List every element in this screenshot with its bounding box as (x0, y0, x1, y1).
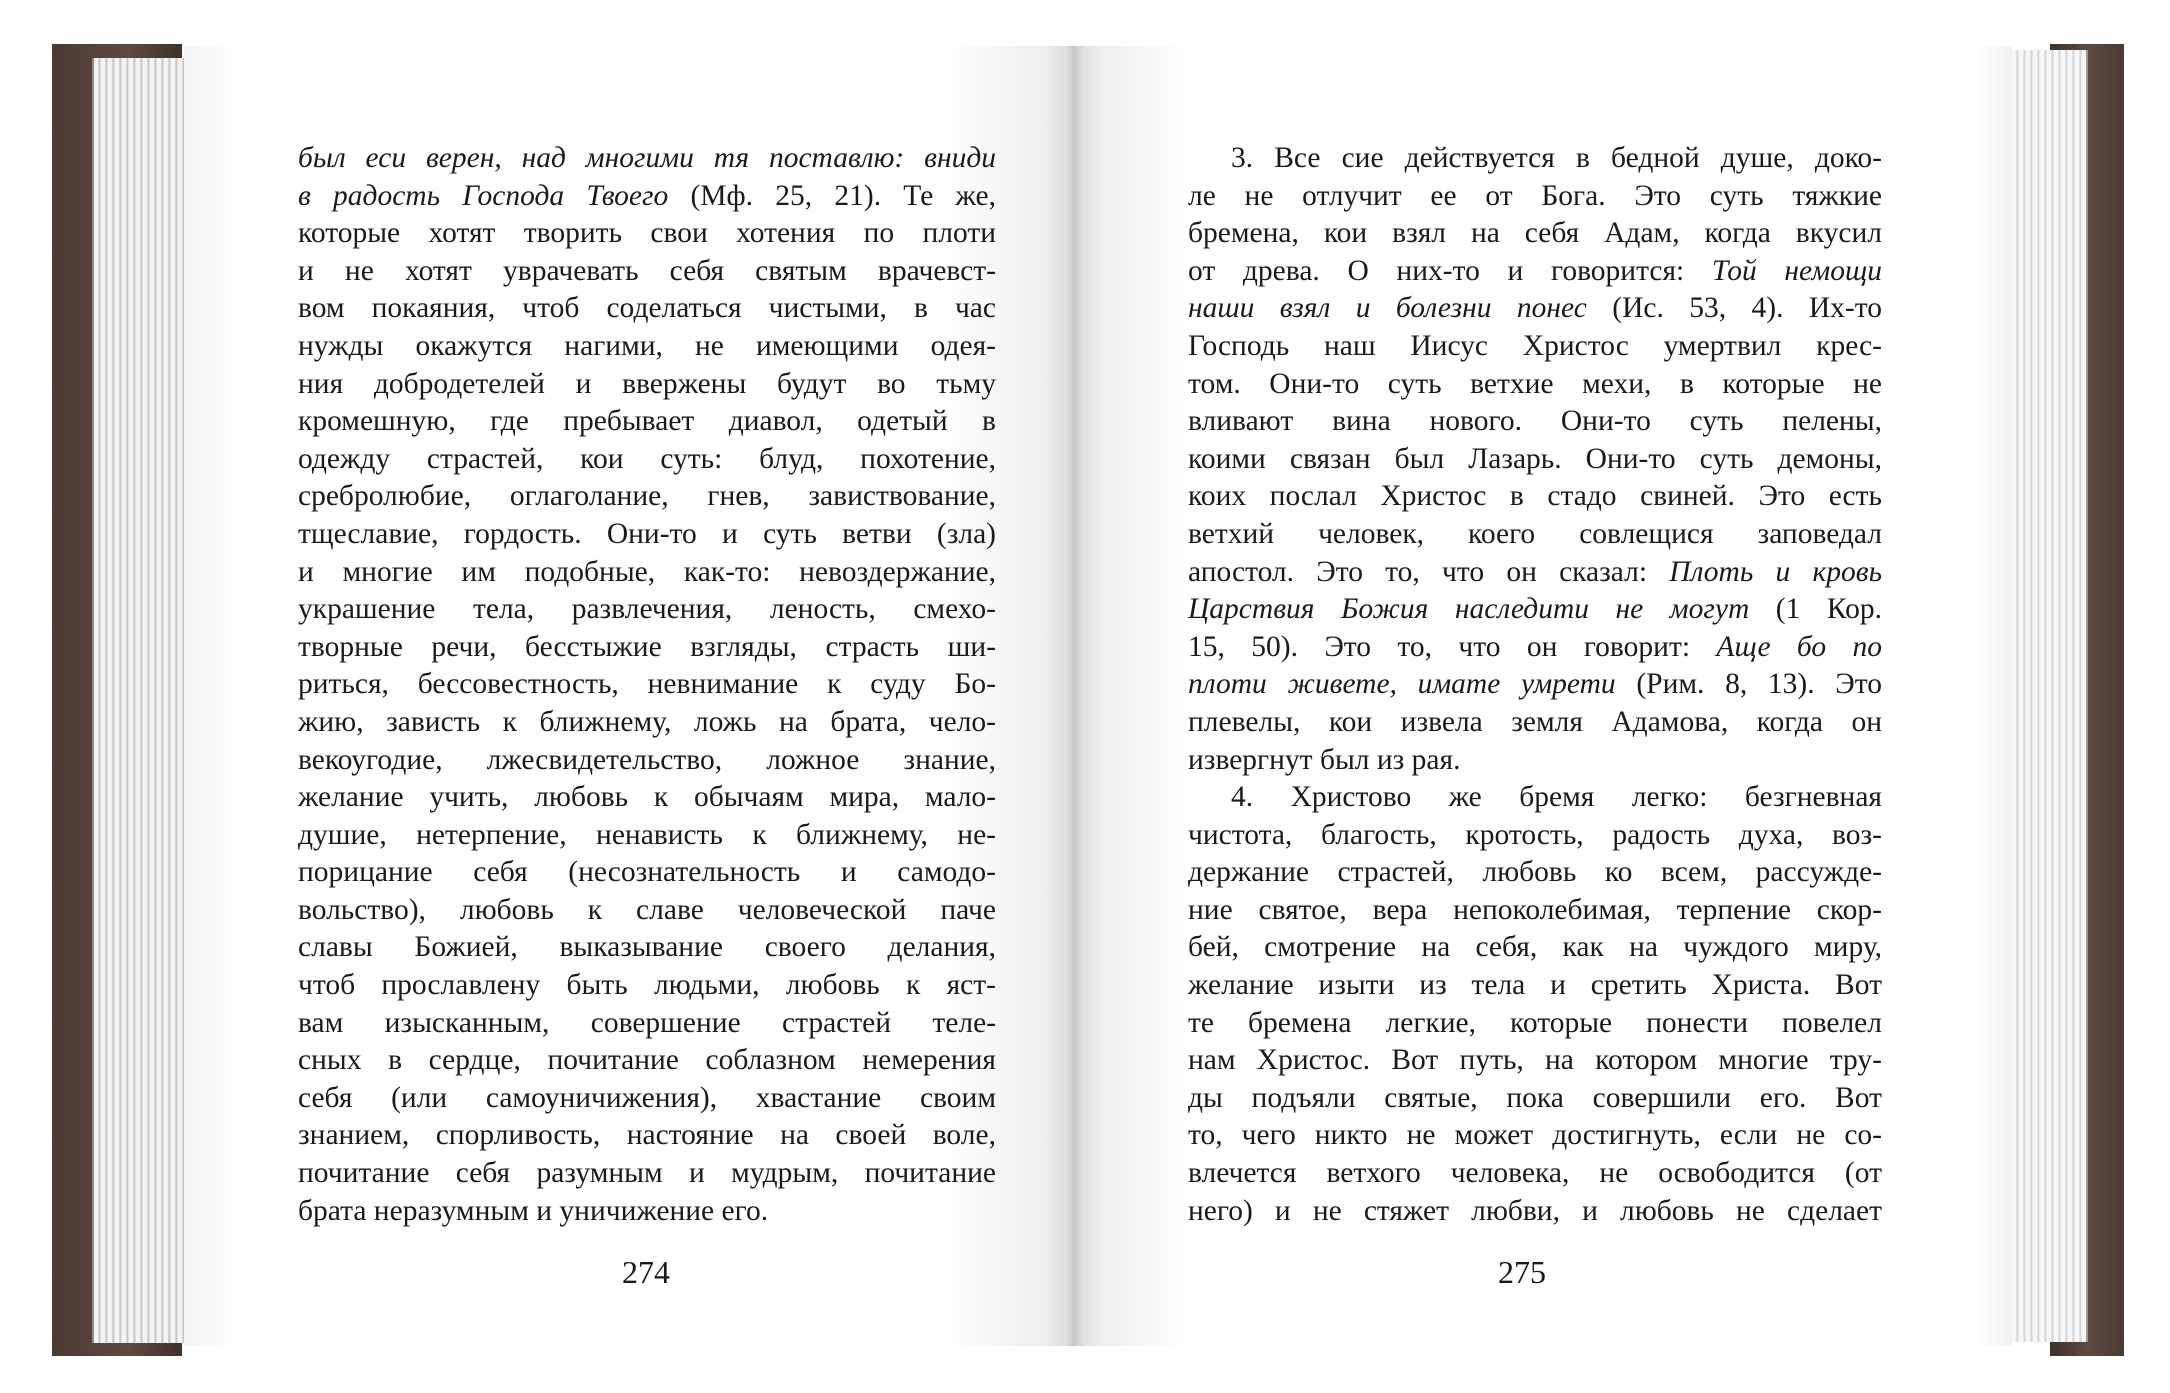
text-segment: ветхий человек, коего совлещися заповедал (1188, 517, 1882, 550)
text-line (1188, 441, 1882, 479)
italic-quote: Той немощи (1711, 254, 1882, 287)
text-segment: коими связан был Лазарь. Они-то суть демоны, (1188, 442, 1882, 475)
text-segment: то, чего никто не может достигнуть, если не со- (1188, 1119, 1882, 1152)
text-segment: вам изысканным, совершение страстей теле- (298, 1006, 996, 1039)
text-segment: ния добродетелей и ввержены будут во тьму (298, 367, 996, 400)
text-segment: творные речи, бесстыжие взгляды, страсть ши- (298, 630, 996, 663)
text-line (298, 140, 996, 178)
text-line (298, 1080, 996, 1118)
text-line (298, 215, 996, 253)
text-segment: украшение тела, развлечения, леность, смехо- (298, 593, 996, 626)
text-segment: него) и не стяжет любви, и любовь не сделает (1188, 1194, 1882, 1227)
text-segment: кромешную, где пребывает диавол, одетый в (298, 405, 996, 438)
text-line (1188, 591, 1882, 629)
text-line (1188, 817, 1882, 855)
text-line (298, 253, 996, 291)
text-line (1188, 854, 1882, 892)
text-line (1188, 967, 1882, 1005)
text-line (1188, 892, 1882, 930)
text-line (1188, 366, 1882, 404)
italic-quote: плоти живете, имате умрети (1188, 668, 1616, 701)
text-segment: брата неразумным и уничижение его. (298, 1194, 769, 1227)
text-line (298, 967, 996, 1005)
text-line (1188, 1117, 1882, 1155)
text-segment: славы Божией, выказывание своего делания, (298, 931, 996, 964)
text-line (298, 1155, 996, 1193)
text-line (298, 554, 996, 592)
text-line (1188, 554, 1882, 592)
italic-quote: наши взял и болезни понес (1188, 292, 1587, 325)
text-segment: почитание себя разумным и мудрым, почитание (298, 1157, 996, 1190)
text-segment: ды подъяли святые, пока совершили его. Вот (1188, 1081, 1882, 1114)
text-line (1188, 1042, 1882, 1080)
text-line (1188, 1193, 1882, 1231)
text-segment: (1 Кор. (1749, 593, 1882, 626)
text-segment: жию, зависть к ближнему, ложь на брата, чело- (298, 705, 996, 738)
text-segment: одежду страстей, кои суть: блуд, похотение, (298, 442, 996, 475)
italic-quote: Аще бо по (1716, 630, 1882, 663)
text-line (1188, 403, 1882, 441)
text-segment: бей, смотрение на себя, как на чуждого миру, (1188, 931, 1882, 964)
text-segment: знанием, спорливость, настояние на своей воле, (298, 1119, 996, 1152)
text-line (1188, 704, 1882, 742)
text-segment: (Мф. 25, 21). Те же, (668, 179, 996, 212)
text-segment: и не хотят уврачевать себя святым врачевст- (298, 254, 996, 287)
text-segment: порицание себя (несознательность и самодо- (298, 856, 996, 889)
text-line (298, 1042, 996, 1080)
text-line (1188, 629, 1882, 667)
text-segment: извергнут был из рая. (1188, 743, 1461, 776)
book-gutter (1064, 46, 1084, 1346)
text-segment: нам Христос. Вот путь, на котором многие тру- (1188, 1044, 1882, 1077)
text-line (298, 366, 996, 404)
text-line (298, 441, 996, 479)
text-line (1188, 290, 1882, 328)
text-segment: желание изыти из тела и сретить Христа. Вот (1188, 969, 1882, 1002)
text-segment: влечется ветхого человека, не освободится (от (1188, 1157, 1882, 1190)
text-segment: плевелы, кои извела земля Адамова, когда он (1188, 705, 1882, 738)
text-line (298, 666, 996, 704)
text-segment: Господь наш Иисус Христос умертвил крес- (1188, 329, 1882, 362)
text-segment: (Ис. 53, 4). Их-то (1586, 292, 1882, 325)
text-segment: вливают вина нового. Они-то суть пелены, (1188, 405, 1882, 438)
text-segment: тщеславие, гордость. Они-то и суть ветви (зла) (298, 517, 996, 550)
text-line (1188, 666, 1882, 704)
text-segment: сребролюбие, оглаголание, гнев, завиствование, (298, 480, 996, 513)
page-number-left: 274 (622, 1254, 670, 1290)
text-line (298, 1005, 996, 1043)
italic-quote: в радость Господа Твоего (298, 179, 669, 212)
text-segment: векоугодие, лжесвидетельство, ложное знание, (298, 743, 996, 776)
italic-quote: Царствия Божия наследити не могут (1188, 593, 1750, 626)
text-segment: 15, 50). Это то, что он говорит: (1188, 630, 1717, 663)
text-line (298, 1193, 996, 1231)
text-line (1188, 1005, 1882, 1043)
right-page-text (1188, 140, 1882, 1230)
text-segment: том. Они-то суть ветхие мехи, в которые не (1188, 367, 1882, 400)
text-segment: которые хотят творить свои хотения по плоти (298, 217, 996, 250)
italic-quote: Плоть и кровь (1669, 555, 1882, 588)
text-segment: вольство), любовь к славе человеческой паче (298, 893, 996, 926)
text-line (1188, 929, 1882, 967)
text-line (1188, 1080, 1882, 1118)
text-line (298, 704, 996, 742)
text-segment: себя (или самоуничижения), хвастание своим (298, 1081, 996, 1114)
text-segment: сных в сердце, почитание соблазном немерения (298, 1044, 996, 1077)
text-line (1188, 516, 1882, 554)
text-segment: коих послал Христос в стадо свиней. Это есть (1188, 480, 1882, 513)
text-line (298, 779, 996, 817)
page-number-right: 275 (1498, 1254, 1546, 1290)
text-segment: душие, нетерпение, ненависть к ближнему, не- (298, 818, 996, 851)
left-page-text (298, 140, 996, 1230)
text-line (298, 1117, 996, 1155)
italic-quote: был еси верен, над многими тя поставлю: вниди (298, 142, 996, 174)
text-segment: вом покаяния, чтоб соделаться чистыми, в час (298, 292, 996, 325)
text-line (298, 178, 996, 216)
text-line (1188, 742, 1882, 780)
text-segment: те бремена легкие, которые понести повелел (1188, 1006, 1882, 1039)
text-segment: (Рим. 8, 13). Это (1615, 668, 1882, 701)
text-segment: ле не отлучит ее от Бога. Это суть тяжкие (1188, 179, 1882, 212)
text-segment: ние святое, вера непоколебимая, терпение скор- (1188, 893, 1882, 926)
page-edges-right (2012, 50, 2088, 1342)
text-line (298, 591, 996, 629)
text-segment: 3. Все сие действуется в бедной душе, доко- (1231, 142, 1882, 174)
page-edges-left (92, 58, 186, 1343)
text-line (298, 403, 996, 441)
text-line (1188, 779, 1882, 817)
text-line (1188, 1155, 1882, 1193)
text-segment: от древа. О них-то и говорится: (1188, 254, 1712, 287)
text-segment: риться, бессовестность, невнимание к суду Бо- (298, 668, 996, 701)
text-segment: желание учить, любовь к обычаям мира, мало- (298, 781, 996, 814)
text-line (1188, 328, 1882, 366)
text-line (1188, 178, 1882, 216)
text-segment: чтоб прославлену быть людьми, любовь к яст- (298, 969, 996, 1002)
text-segment: и многие им подобные, как-то: невоздержание, (298, 555, 996, 588)
text-line (298, 516, 996, 554)
text-line (298, 478, 996, 516)
text-line (298, 742, 996, 780)
text-line (1188, 215, 1882, 253)
text-line (298, 629, 996, 667)
text-line (1188, 478, 1882, 516)
text-line (298, 290, 996, 328)
text-line (298, 854, 996, 892)
text-line (1188, 253, 1882, 291)
text-segment: 4. Христово же бремя легко: безгневная (1231, 781, 1882, 814)
text-segment: апостол. Это то, что он сказал: (1188, 555, 1670, 588)
text-line (1188, 140, 1882, 178)
text-segment: бремена, кои взял на себя Адам, когда вкусил (1188, 217, 1882, 250)
text-line (298, 328, 996, 366)
text-segment: держание страстей, любовь ко всем, рассужде- (1188, 856, 1882, 889)
text-line (298, 817, 996, 855)
text-line (298, 929, 996, 967)
text-segment: нужды окажутся нагими, не имеющими одея- (298, 329, 996, 362)
text-line (298, 892, 996, 930)
text-segment: чистота, благость, кротость, радость духа, воз- (1188, 818, 1882, 851)
